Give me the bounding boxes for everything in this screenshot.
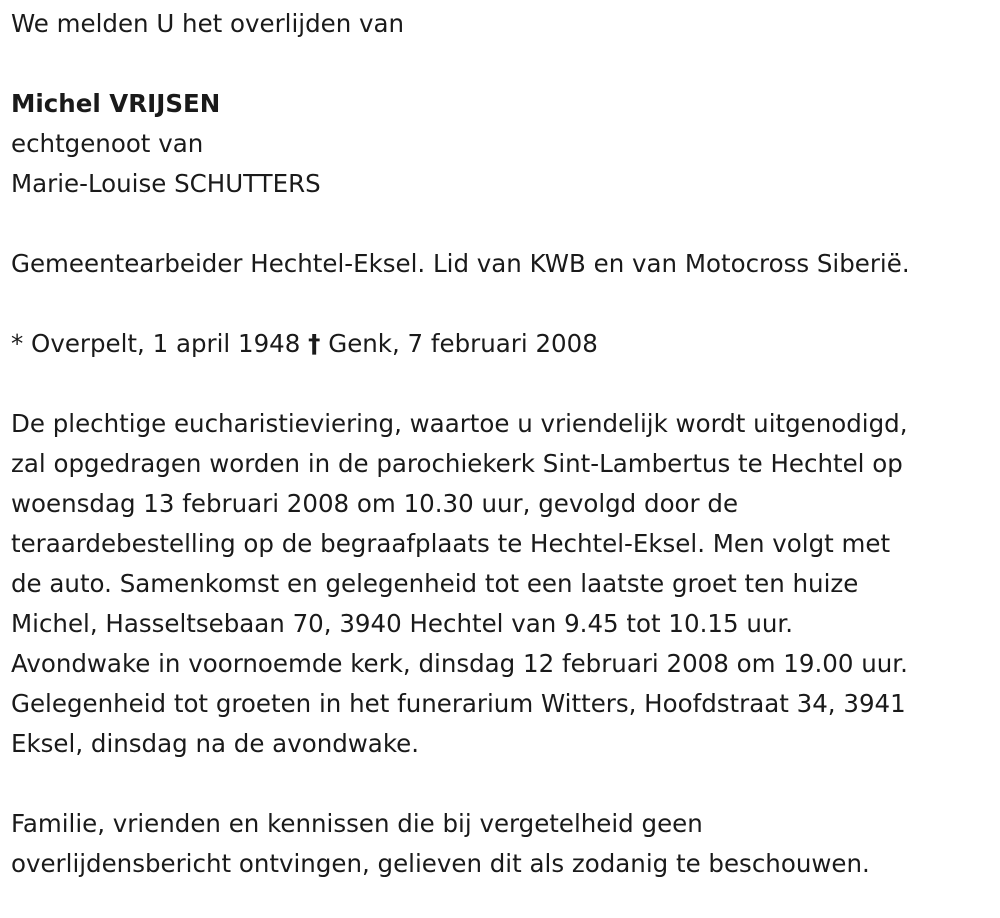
closing-line: overlijdensbericht ontvingen, gelieven dit als zodanig te beschouwen.: [11, 849, 870, 878]
cross-icon: †: [308, 329, 321, 358]
spacer: [11, 44, 996, 84]
closing-line: Familie, vrienden en kennissen die bij vergetelheid geen: [11, 809, 703, 838]
spouse-name: Marie-Louise SCHUTTERS: [11, 169, 321, 198]
birth-info: * Overpelt, 1 april 1948: [11, 329, 301, 358]
birth-death-line: [11, 324, 996, 364]
spacer: [11, 284, 996, 324]
ceremony-line: teraardebestelling op de begraafplaats te Hechtel-Eksel. Men volgt met: [11, 529, 891, 558]
ceremony-paragraph: [11, 404, 996, 764]
affiliation-text: Gemeentearbeider Hechtel-Eksel. Lid van KWB en van Motocross Siberië.: [11, 249, 910, 278]
spacer: [11, 204, 996, 244]
ceremony-line: Gelegenheid tot groeten in het funerarium Witters, Hoofdstraat 34, 3941: [11, 689, 906, 718]
death-announcement: [11, 4, 996, 884]
ceremony-line: Avondwake in voornoemde kerk, dinsdag 12 februari 2008 om 19.00 uur.: [11, 649, 908, 678]
ceremony-line: woensdag 13 februari 2008 om 10.30 uur, gevolgd door de: [11, 489, 739, 518]
closing-paragraph: [11, 804, 996, 884]
spacer: [11, 364, 996, 404]
intro-text: We melden U het overlijden van: [11, 9, 405, 38]
ceremony-line: de auto. Samenkomst en gelegenheid tot een laatste groet ten huize: [11, 569, 859, 598]
ceremony-line: Eksel, dinsdag na de avondwake.: [11, 729, 419, 758]
ceremony-line: De plechtige eucharistieviering, waartoe u vriendelijk wordt uitgenodigd,: [11, 409, 908, 438]
relation-text: echtgenoot van: [11, 129, 204, 158]
death-info: Genk, 7 februari 2008: [328, 329, 598, 358]
ceremony-line: Michel, Hasseltsebaan 70, 3940 Hechtel van 9.45 tot 10.15 uur.: [11, 609, 793, 638]
deceased-name: Michel VRIJSEN: [11, 89, 221, 118]
ceremony-line: zal opgedragen worden in de parochiekerk Sint-Lambertus te Hechtel op: [11, 449, 903, 478]
spacer: [11, 764, 996, 804]
